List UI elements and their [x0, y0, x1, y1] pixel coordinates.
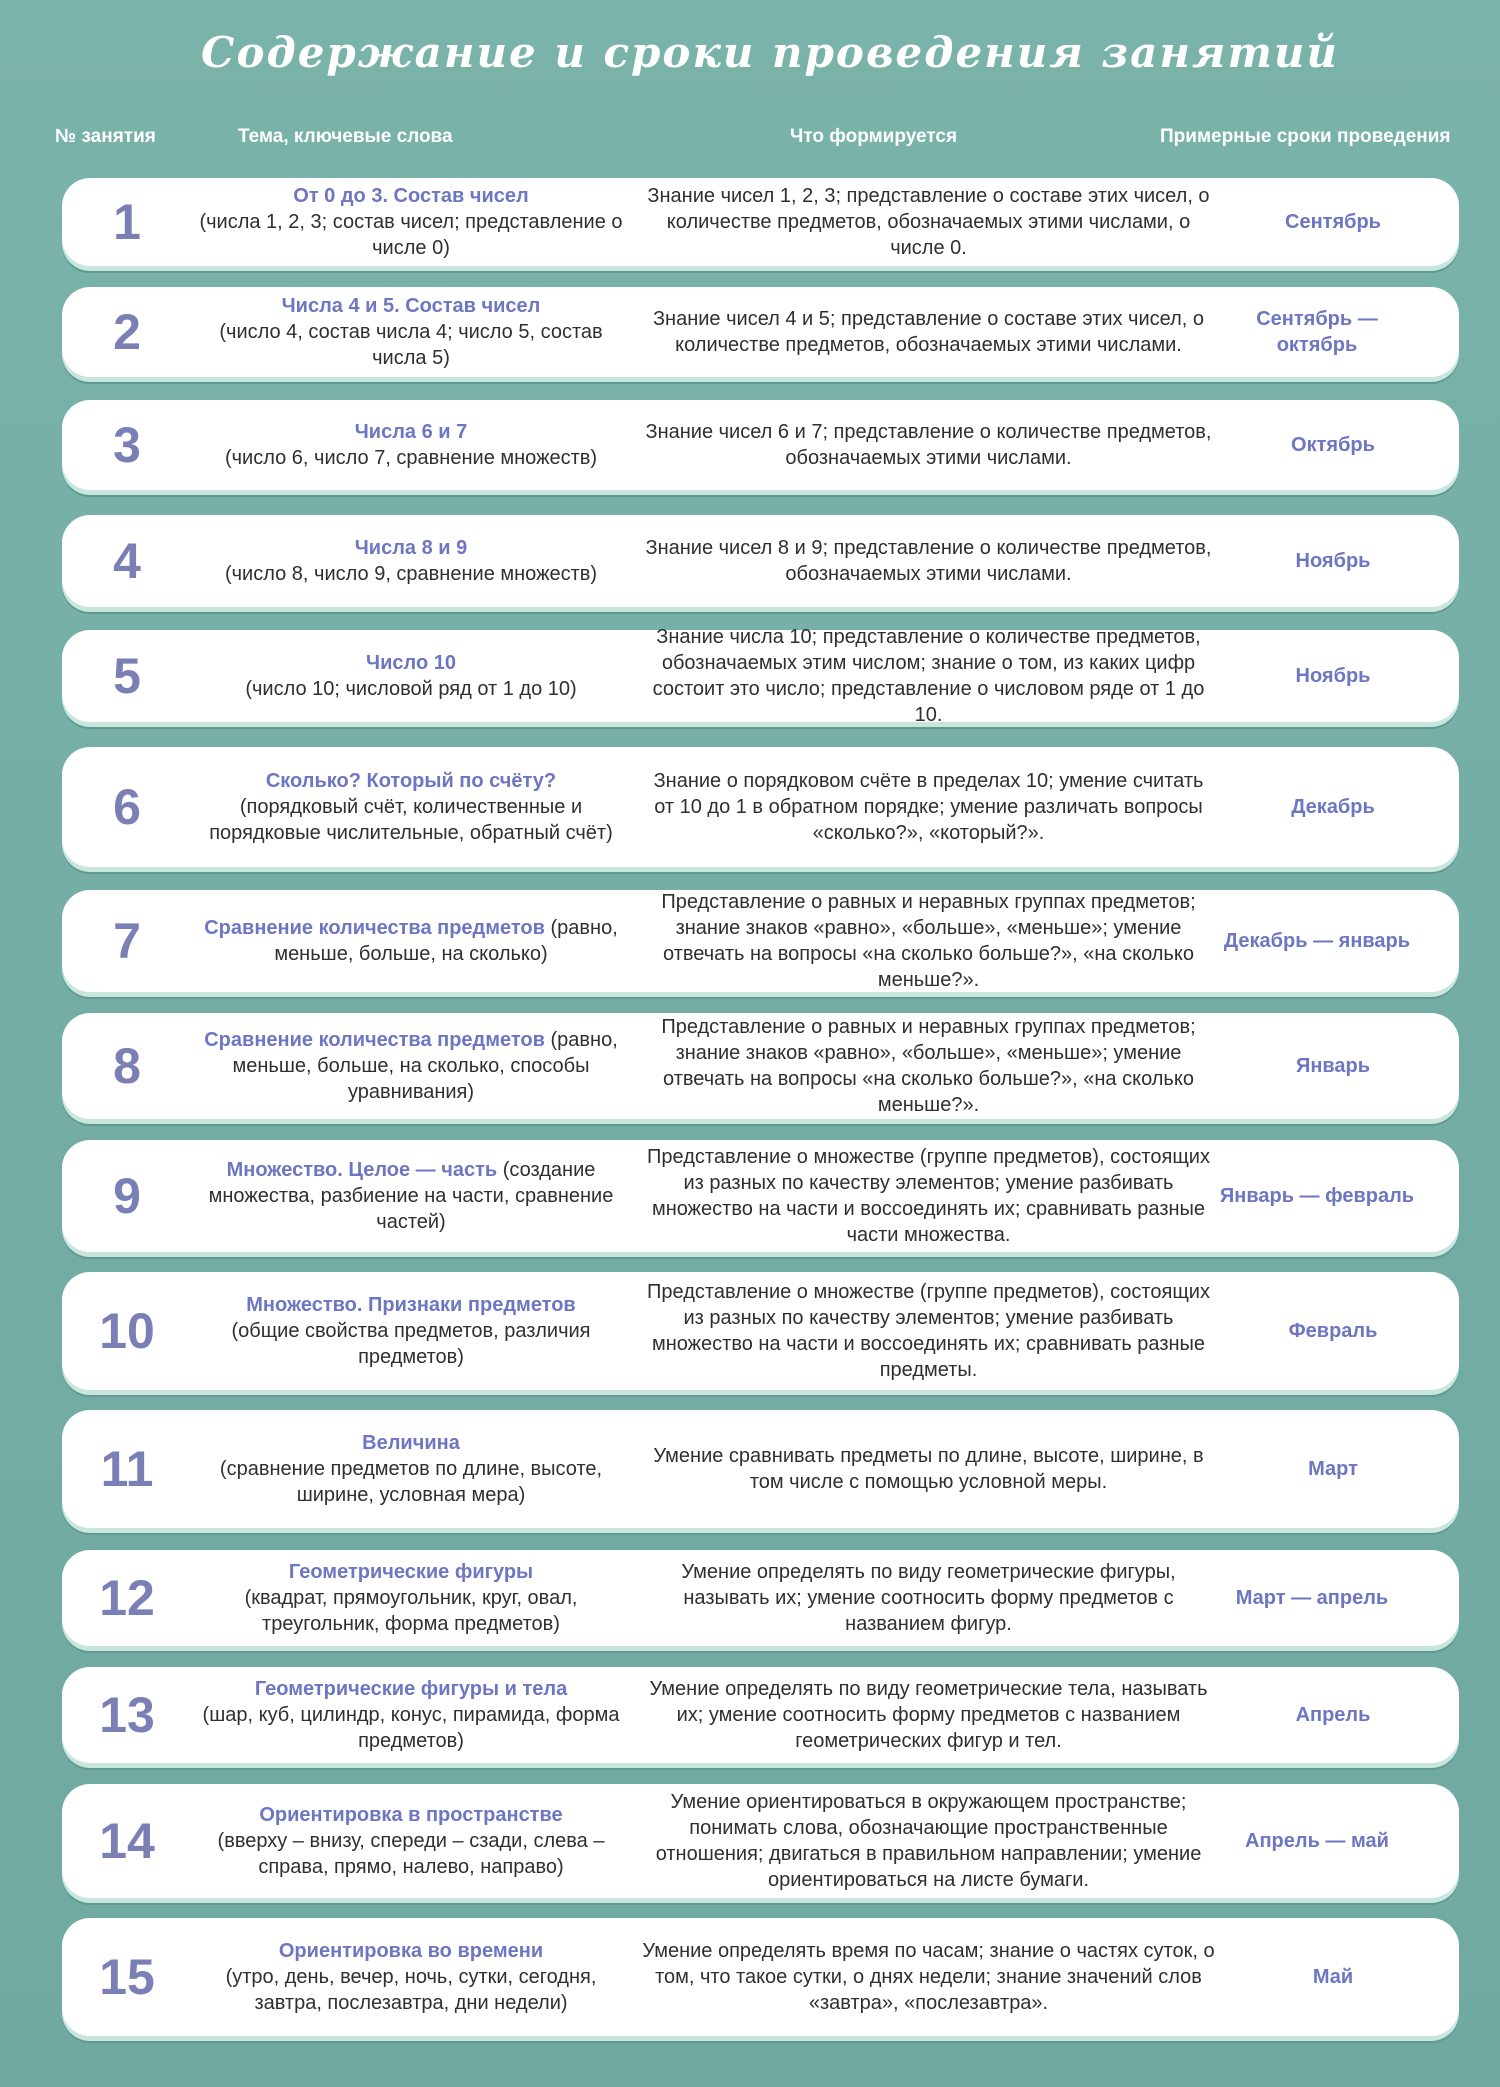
lesson-number: 10 [99, 1303, 155, 1359]
lesson-topic [192, 1430, 630, 1508]
lesson-formed: Представление о множестве (группе предметов), состоящих из разных по качеству элементов; умение разбивать множество на части и воссоединять их; сравнивать разные предметы. [647, 1281, 1210, 1381]
lesson-dates: Апрель — май [1245, 1830, 1389, 1852]
lesson-number: 6 [113, 779, 141, 835]
topic-details: (шар, куб, цилиндр, конус, пирамида, форма предметов) [202, 1704, 620, 1752]
topic-keyword: Множество. Признаки предметов [246, 1294, 576, 1316]
topic-keyword: От 0 до 3. Состав чисел [293, 185, 529, 207]
lesson-formed: Умение ориентироваться в окружающем пространстве; понимать слова, обозначающие пространственные отношения; двигаться в правильном направлении; умение ориентироваться на листе бумаги. [655, 1791, 1202, 1891]
lesson-number: 1 [113, 194, 141, 250]
lesson-topic [192, 1027, 630, 1105]
topic-keyword: Числа 6 и 7 [354, 421, 468, 443]
lesson-row [62, 287, 1459, 377]
lesson-dates: Ноябрь [1295, 550, 1371, 572]
lesson-row [62, 1918, 1459, 2036]
lesson-topic [192, 183, 630, 261]
lesson-number: 15 [99, 1949, 155, 2005]
lesson-topic [192, 1938, 630, 2016]
lesson-dates: Март [1308, 1458, 1358, 1480]
lesson-row [62, 400, 1459, 490]
lesson-dates: Октябрь [1291, 434, 1375, 456]
lesson-dates: Март — апрель [1235, 1587, 1389, 1609]
lesson-row [62, 178, 1459, 266]
lesson-row [62, 1667, 1459, 1763]
topic-keyword: Числа 4 и 5. Состав чисел [281, 295, 541, 317]
lesson-number: 9 [113, 1168, 141, 1224]
page-title: Содержание и сроки проведения занятий [201, 28, 1339, 77]
topic-keyword: Множество. Целое — часть [226, 1159, 498, 1181]
topic-keyword: Числа 8 и 9 [354, 537, 468, 559]
lesson-formed: Знание числа 10; представление о количестве предметов, обозначаемых этим числом; знание о том, из каких цифр состоит это число; представление о числовом ряде от 1 до 10. [652, 626, 1205, 726]
lesson-formed: Умение определять время по часам; знание о частях суток, о том, что такое сутки, о днях недели; знание значений слов «завтра», «послезавтра». [642, 1940, 1215, 2014]
lesson-formed: Знание чисел 4 и 5; представление о составе этих чисел, о количестве предметов, обозначаемых этими числами. [652, 308, 1205, 356]
topic-keyword: Число 10 [366, 652, 456, 674]
topic-keyword: Сравнение количества предметов [204, 917, 545, 939]
lesson-formed: Знание чисел 6 и 7; представление о количестве предметов, обозначаемых этими числами. [645, 421, 1212, 469]
lesson-formed: Знание чисел 1, 2, 3; представление о составе этих чисел, о количестве предметов, обозначаемых этими числами, о числе 0. [647, 185, 1210, 259]
lesson-number: 5 [113, 648, 141, 704]
lesson-number: 11 [100, 1441, 154, 1497]
lesson-row [62, 626, 1459, 726]
lesson-dates: Ноябрь [1295, 665, 1371, 687]
topic-details: (число 10; числовой ряд от 1 до 10) [245, 678, 577, 700]
lesson-number: 8 [113, 1038, 141, 1094]
lesson-row [62, 1784, 1459, 1898]
topic-details: (квадрат, прямоугольник, круг, овал, треугольник, форма предметов) [244, 1587, 578, 1635]
topic-keyword: Ориентировка во времени [278, 1940, 544, 1962]
lesson-topic [192, 915, 630, 967]
lesson-topic [192, 419, 630, 471]
topic-keyword: Сравнение количества предметов [204, 1029, 545, 1051]
lesson-topic [192, 1802, 630, 1880]
lesson-topic [192, 293, 630, 371]
lesson-formed: Умение сравнивать предметы по длине, высоте, ширине, в том числе с помощью условной меры. [653, 1445, 1204, 1493]
topic-details: (число 8, число 9, сравнение множеств) [224, 563, 598, 585]
lesson-topic [192, 650, 630, 702]
topic-details: (равно, меньше, больше, на сколько, способы уравнивания) [232, 1029, 618, 1103]
lesson-formed: Представление о равных и неравных группах предметов; знание знаков «равно», «больше», «меньше»; умение отвечать на вопросы «на сколько больше?», «на сколько меньше?». [661, 1016, 1196, 1116]
lesson-dates: Сентябрь — октябрь [1256, 308, 1378, 356]
lesson-number: 13 [99, 1687, 155, 1743]
lesson-topic [192, 768, 630, 846]
topic-details: (число 6, число 7, сравнение множеств) [224, 447, 598, 469]
lesson-formed: Представление о равных и неравных группах предметов; знание знаков «равно», «больше», «меньше»; умение отвечать на вопросы «на сколько больше?», «на сколько меньше?». [661, 891, 1196, 991]
topic-keyword: Геометрические фигуры и тела [254, 1678, 568, 1700]
lesson-dates: Январь [1295, 1055, 1371, 1077]
lesson-dates: Май [1312, 1966, 1354, 1988]
lesson-row [62, 1140, 1459, 1252]
lesson-row [62, 747, 1459, 867]
lesson-number: 12 [99, 1570, 155, 1626]
lesson-dates: Сентябрь [1285, 211, 1381, 233]
lesson-row [62, 1013, 1459, 1119]
topic-keyword: Величина [362, 1432, 460, 1454]
lesson-dates: Январь — февраль [1219, 1185, 1415, 1207]
topic-keyword: Геометрические фигуры [288, 1561, 534, 1583]
lesson-formed: Умение определять по виду геометрические тела, называть их; умение соотносить форму предметов с названием геометрических фигур и тел. [649, 1678, 1208, 1752]
lesson-row [62, 515, 1459, 607]
lesson-number: 3 [113, 417, 141, 473]
lesson-formed: Знание чисел 8 и 9; представление о количестве предметов, обозначаемых этими числами. [645, 537, 1212, 585]
lesson-dates: Апрель [1295, 1704, 1371, 1726]
lesson-formed: Знание о порядковом счёте в пределах 10; умение считать от 10 до 1 в обратном порядке; умение различать вопросы «сколько?», «который?». [653, 770, 1204, 844]
lesson-row [62, 1550, 1459, 1646]
lesson-dates: Декабрь [1291, 796, 1375, 818]
header-topic: Тема, ключевые слова [238, 126, 453, 147]
topic-details: (создание множества, разбиение на части, сравнение частей) [208, 1159, 614, 1233]
lesson-topic [192, 1559, 630, 1637]
lesson-number: 2 [113, 304, 141, 360]
topic-details: (числа 1, 2, 3; состав чисел; представление о числе 0) [199, 211, 623, 259]
lesson-formed: Представление о множестве (группе предметов), состоящих из разных по качеству элементов; умение разбивать множество на части и воссоединять их; сравнивать разные части множества. [647, 1146, 1210, 1246]
lesson-number: 7 [113, 913, 141, 969]
topic-keyword: Сколько? Который по счёту? [265, 770, 557, 792]
lesson-dates: Декабрь — январь [1223, 930, 1411, 952]
lesson-topic [192, 535, 630, 587]
lesson-topic [192, 1292, 630, 1370]
header-number: № занятия [55, 126, 156, 147]
topic-details: (порядковый счёт, количественные и порядковые числительные, обратный счёт) [209, 796, 613, 844]
topic-details: (равно, меньше, больше, на сколько) [274, 917, 618, 965]
lesson-row [62, 890, 1459, 992]
lesson-topic [192, 1157, 630, 1235]
topic-details: (утро, день, вечер, ночь, сутки, сегодня, завтра, послезавтра, дни недели) [225, 1966, 597, 2014]
topic-details: (число 4, состав числа 4; число 5, состав числа 5) [219, 321, 603, 369]
lesson-row [62, 1410, 1459, 1528]
lesson-topic [192, 1676, 630, 1754]
topic-details: (общие свойства предметов, различия предметов) [231, 1320, 591, 1368]
header-dates: Примерные сроки проведения [1160, 126, 1451, 147]
lesson-dates: Февраль [1288, 1320, 1378, 1342]
topic-keyword: Ориентировка в пространстве [259, 1804, 563, 1826]
lesson-number: 14 [99, 1813, 155, 1869]
header-formed: Что формируется [790, 126, 958, 147]
lesson-number: 4 [113, 533, 141, 589]
topic-details: (вверху – внизу, спереди – сзади, слева – справа, прямо, налево, направо) [217, 1830, 605, 1878]
lesson-row [62, 1272, 1459, 1390]
lesson-formed: Умение определять по виду геометрические фигуры, называть их; умение соотносить форму предметов с названием фигур. [681, 1561, 1176, 1635]
topic-details: (сравнение предметов по длине, высоте, ширине, условная мера) [219, 1458, 603, 1506]
